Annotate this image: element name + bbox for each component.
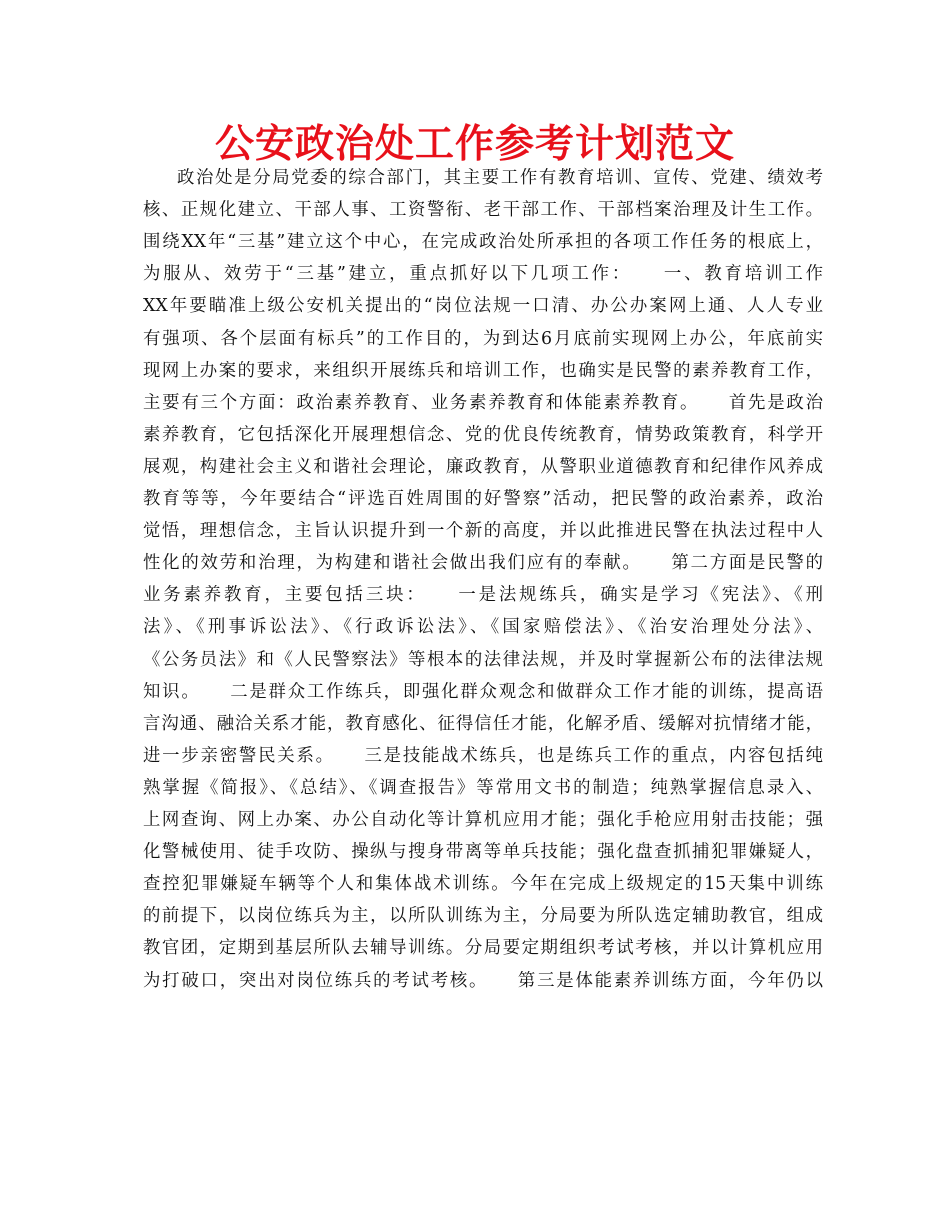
body-line: 素养教育，它包括深化开展理想信念、党的优良传统教育，情势政策教育，科学开 (143, 424, 823, 445)
body-line: 言沟通、融洽关系才能，教育感化、征得信任才能，化解矛盾、缓解对抗情绪才能， (143, 713, 823, 734)
body-line: 法》、《刑事诉讼法》、《行政诉讼法》、《国家赔偿法》、《治安治理处分法》、 (143, 617, 823, 638)
body-line: 查控犯罪嫌疑车辆等个人和集体战术训练。今年在完成上级规定的15天集中训练 (143, 874, 823, 895)
body-line: 进一步亲密警民关系。 三是技能战术练兵，也是练兵工作的重点，内容包括纯 (143, 745, 823, 766)
body-line: 《公务员法》和《人民警察法》等根本的法律法规，并及时掌握新公布的法律法规 (143, 649, 823, 670)
body-line: 为打破口，突出对岗位练兵的考试考核。 第三是体能素养训练方面，今年仍以 (143, 970, 823, 991)
body-line: 主要有三个方面：政治素养教育、业务素养教育和体能素养教育。 首先是政治 (143, 392, 823, 413)
body-line: 的前提下，以岗位练兵为主，以所队训练为主，分局要为所队选定辅助教官，组成 (143, 906, 823, 927)
body-line: XX年要瞄准上级公安机关提出的“岗位法规一口清、办公办案网上通、人人专业 (143, 296, 823, 317)
body-line: 知识。 二是群众工作练兵，即强化群众观念和做群众工作才能的训练，提高语 (143, 681, 823, 702)
body-line: 业务素养教育，主要包括三块： 一是法规练兵，确实是学习《宪法》、《刑 (143, 585, 823, 606)
body-line: 教育等等，今年要结合“评选百姓周围的好警察”活动，把民警的政治素养，政治 (143, 489, 823, 509)
body-line: 现网上办案的要求，来组织开展练兵和培训工作，也确实是民警的素养教育工作， (143, 360, 823, 381)
document-title: 公安政治处工作参考计划范文 (214, 121, 735, 167)
body-line: 熟掌握《简报》、《总结》、《调查报告》等常用文书的制造；纯熟掌握信息录入、 (143, 777, 823, 798)
body-line: 上网查询、网上办案、办公自动化等计算机应用才能；强化手枪应用射击技能；强 (143, 810, 823, 830)
body-line: 化警械使用、徒手攻防、操纵与搜身带离等单兵技能；强化盘查抓捕犯罪嫌疑人， (143, 842, 823, 863)
body-line: 展观，构建社会主义和谐社会理论，廉政教育，从警职业道德教育和纪律作风养成 (143, 456, 823, 477)
body-line: 围绕XX年“三基”建立这个中心，在完成政治处所承担的各项工作任务的根底上， (143, 232, 823, 253)
body-line: 为服从、效劳于“三基”建立，重点抓好以下几项工作： 一、教育培训工作 (143, 264, 823, 285)
body-line: 核、正规化建立、干部人事、工资警衔、老干部工作、干部档案治理及计生工作。 (143, 200, 823, 221)
body-line: 性化的效劳和治理，为构建和谐社会做出我们应有的奉献。 第二方面是民警的 (143, 553, 823, 574)
body-line: 觉悟，理想信念，主旨认识提升到一个新的高度，并以此推进民警在执法过程中人 (143, 521, 823, 542)
body-line: 有强项、各个层面有标兵”的工作目的，为到达6月底前实现网上办公，年底前实 (143, 328, 823, 349)
body-line: 教官团，定期到基层所队去辅导训练。分局要定期组织考试考核，并以计算机应用 (143, 938, 823, 959)
body-line: 政治处是分局党委的综合部门，其主要工作有教育培训、宣传、党建、绩效考 (177, 168, 823, 188)
